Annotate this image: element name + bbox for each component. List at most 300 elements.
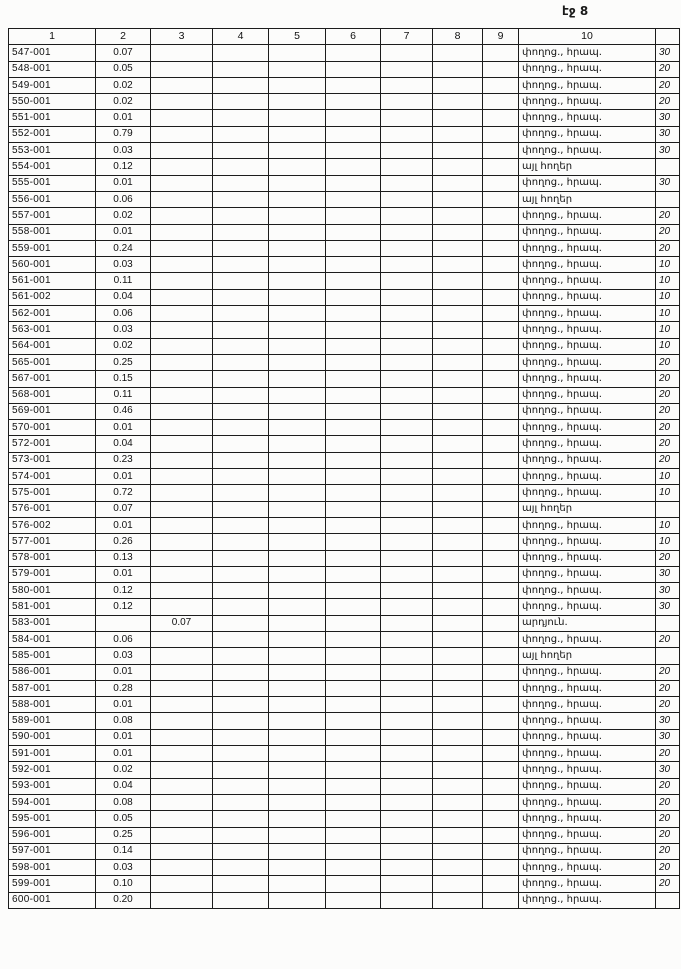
empty-cell — [213, 94, 269, 110]
empty-cell — [269, 61, 326, 77]
empty-cell — [326, 583, 381, 599]
area-value-cell: 0.15 — [96, 371, 151, 387]
land-use-label-cell: արդյուն. — [519, 615, 656, 631]
empty-cell — [483, 729, 519, 745]
empty-cell — [381, 485, 433, 501]
empty-cell — [213, 729, 269, 745]
col3-value-cell — [151, 452, 213, 468]
land-use-label-cell: փողոց., հրապ. — [519, 143, 656, 159]
empty-cell — [269, 403, 326, 419]
empty-cell — [326, 240, 381, 256]
empty-cell — [269, 762, 326, 778]
parcel-code-cell: 578-001 — [9, 550, 96, 566]
col3-value-cell — [151, 876, 213, 892]
land-use-label-cell: փողոց., հրապ. — [519, 45, 656, 61]
parcel-code-cell: 584-001 — [9, 631, 96, 647]
parcel-code-cell: 572-001 — [9, 436, 96, 452]
empty-cell — [213, 631, 269, 647]
empty-cell — [483, 583, 519, 599]
empty-cell — [381, 354, 433, 370]
empty-cell — [483, 501, 519, 517]
empty-cell — [213, 191, 269, 207]
empty-cell — [213, 322, 269, 338]
handwritten-margin-note: 20 — [656, 371, 680, 387]
empty-cell — [326, 876, 381, 892]
empty-cell — [269, 713, 326, 729]
empty-cell — [326, 648, 381, 664]
land-use-label-cell: փողոց., հրապ. — [519, 892, 656, 908]
parcel-code-cell: 593-001 — [9, 778, 96, 794]
empty-cell — [213, 452, 269, 468]
col3-value-cell — [151, 420, 213, 436]
empty-cell — [433, 110, 483, 126]
handwritten-margin-note: 20 — [656, 452, 680, 468]
empty-cell — [381, 566, 433, 582]
empty-cell — [213, 143, 269, 159]
col3-value-cell — [151, 371, 213, 387]
empty-cell — [269, 273, 326, 289]
col3-value-cell — [151, 322, 213, 338]
empty-cell — [269, 827, 326, 843]
empty-cell — [326, 485, 381, 501]
handwritten-margin-note: 20 — [656, 664, 680, 680]
empty-cell — [483, 811, 519, 827]
col3-value-cell — [151, 517, 213, 533]
handwritten-margin-note — [656, 892, 680, 908]
land-use-label-cell: փողոց., հրապ. — [519, 94, 656, 110]
parcel-code-cell: 598-001 — [9, 860, 96, 876]
empty-cell — [433, 45, 483, 61]
parcel-code-cell: 553-001 — [9, 143, 96, 159]
empty-cell — [483, 403, 519, 419]
area-value-cell: 0.03 — [96, 648, 151, 664]
empty-cell — [269, 534, 326, 550]
area-value-cell: 0.26 — [96, 534, 151, 550]
col3-value-cell — [151, 794, 213, 810]
land-use-label-cell: փողոց., հրապ. — [519, 126, 656, 142]
handwritten-margin-note — [656, 191, 680, 207]
handwritten-margin-note — [656, 648, 680, 664]
empty-cell — [433, 322, 483, 338]
empty-cell — [483, 306, 519, 322]
parcel-code-cell: 576-002 — [9, 517, 96, 533]
empty-cell — [433, 371, 483, 387]
table-row — [9, 306, 680, 322]
land-use-label-cell: այլ հողեր — [519, 159, 656, 175]
empty-cell — [381, 257, 433, 273]
empty-cell — [326, 566, 381, 582]
empty-cell — [433, 143, 483, 159]
area-value-cell: 0.12 — [96, 583, 151, 599]
empty-cell — [326, 224, 381, 240]
column-header-3: 3 — [151, 29, 213, 45]
empty-cell — [213, 501, 269, 517]
empty-cell — [326, 420, 381, 436]
empty-cell — [326, 77, 381, 93]
table-row — [9, 615, 680, 631]
handwritten-margin-note: 10 — [656, 485, 680, 501]
empty-cell — [213, 159, 269, 175]
empty-cell — [483, 436, 519, 452]
handwritten-margin-note: 30 — [656, 175, 680, 191]
empty-cell — [269, 648, 326, 664]
handwritten-margin-note: 20 — [656, 436, 680, 452]
parcel-code-cell: 561-002 — [9, 289, 96, 305]
empty-cell — [326, 892, 381, 908]
empty-cell — [326, 680, 381, 696]
land-use-label-cell: փողոց., հրապ. — [519, 697, 656, 713]
table-row — [9, 631, 680, 647]
empty-cell — [483, 550, 519, 566]
table-row — [9, 469, 680, 485]
col3-value-cell — [151, 843, 213, 859]
col3-value-cell — [151, 697, 213, 713]
area-value-cell: 0.02 — [96, 77, 151, 93]
empty-cell — [433, 338, 483, 354]
empty-cell — [433, 729, 483, 745]
handwritten-margin-note: 20 — [656, 240, 680, 256]
area-value-cell: 0.14 — [96, 843, 151, 859]
col3-value-cell — [151, 61, 213, 77]
empty-cell — [483, 452, 519, 468]
empty-cell — [326, 257, 381, 273]
empty-cell — [381, 583, 433, 599]
empty-cell — [326, 550, 381, 566]
empty-cell — [433, 876, 483, 892]
empty-cell — [483, 208, 519, 224]
parcel-code-cell: 591-001 — [9, 746, 96, 762]
empty-cell — [433, 257, 483, 273]
empty-cell — [326, 110, 381, 126]
land-use-label-cell: փողոց., հրապ. — [519, 746, 656, 762]
empty-cell — [213, 680, 269, 696]
table-row — [9, 599, 680, 615]
col3-value-cell — [151, 257, 213, 273]
handwritten-margin-note — [656, 501, 680, 517]
empty-cell — [483, 615, 519, 631]
empty-cell — [326, 746, 381, 762]
parcel-code-cell: 587-001 — [9, 680, 96, 696]
empty-cell — [381, 534, 433, 550]
col3-value-cell — [151, 762, 213, 778]
empty-cell — [326, 354, 381, 370]
empty-cell — [433, 94, 483, 110]
parcel-code-cell: 576-001 — [9, 501, 96, 517]
empty-cell — [483, 680, 519, 696]
handwritten-margin-note: 20 — [656, 354, 680, 370]
handwritten-margin-note: 20 — [656, 811, 680, 827]
empty-cell — [269, 746, 326, 762]
empty-cell — [213, 257, 269, 273]
area-value-cell: 0.01 — [96, 729, 151, 745]
empty-cell — [433, 892, 483, 908]
empty-cell — [381, 61, 433, 77]
empty-cell — [269, 224, 326, 240]
col3-value-cell — [151, 436, 213, 452]
table-row — [9, 583, 680, 599]
parcel-code-cell: 547-001 — [9, 45, 96, 61]
empty-cell — [213, 599, 269, 615]
empty-cell — [213, 648, 269, 664]
empty-cell — [269, 322, 326, 338]
col3-value-cell — [151, 77, 213, 93]
empty-cell — [381, 648, 433, 664]
land-use-label-cell: փողոց., հրապ. — [519, 631, 656, 647]
empty-cell — [483, 794, 519, 810]
empty-cell — [483, 631, 519, 647]
col3-value-cell — [151, 94, 213, 110]
land-use-label-cell: փողոց., հրապ. — [519, 827, 656, 843]
area-value-cell: 0.12 — [96, 159, 151, 175]
empty-cell — [326, 45, 381, 61]
empty-cell — [483, 273, 519, 289]
empty-cell — [213, 713, 269, 729]
empty-cell — [433, 403, 483, 419]
area-value-cell: 0.07 — [96, 45, 151, 61]
table-row — [9, 648, 680, 664]
table-row — [9, 126, 680, 142]
area-value-cell: 0.01 — [96, 469, 151, 485]
empty-cell — [483, 566, 519, 582]
land-use-label-cell: փողոց., հրապ. — [519, 485, 656, 501]
empty-cell — [381, 273, 433, 289]
empty-cell — [433, 273, 483, 289]
col3-value-cell: 0.07 — [151, 615, 213, 631]
empty-cell — [269, 469, 326, 485]
table-row — [9, 224, 680, 240]
area-value-cell: 0.01 — [96, 110, 151, 126]
empty-cell — [483, 143, 519, 159]
table-row — [9, 827, 680, 843]
parcel-code-cell: 577-001 — [9, 534, 96, 550]
empty-cell — [213, 61, 269, 77]
empty-cell — [269, 566, 326, 582]
empty-cell — [213, 175, 269, 191]
empty-cell — [433, 501, 483, 517]
empty-cell — [213, 746, 269, 762]
handwritten-margin-note: 10 — [656, 257, 680, 273]
land-use-label-cell: փողոց., հրապ. — [519, 257, 656, 273]
empty-cell — [269, 794, 326, 810]
empty-cell — [269, 126, 326, 142]
empty-cell — [326, 371, 381, 387]
empty-cell — [381, 403, 433, 419]
empty-cell — [326, 126, 381, 142]
land-use-label-cell: փողոց., հրապ. — [519, 273, 656, 289]
col3-value-cell — [151, 110, 213, 126]
empty-cell — [483, 159, 519, 175]
empty-cell — [269, 501, 326, 517]
empty-cell — [381, 713, 433, 729]
empty-cell — [483, 224, 519, 240]
empty-cell — [213, 876, 269, 892]
table-row — [9, 159, 680, 175]
table-row — [9, 273, 680, 289]
empty-cell — [483, 778, 519, 794]
empty-cell — [269, 175, 326, 191]
empty-cell — [326, 273, 381, 289]
empty-cell — [269, 77, 326, 93]
empty-cell — [326, 517, 381, 533]
empty-cell — [213, 77, 269, 93]
parcel-code-cell: 549-001 — [9, 77, 96, 93]
empty-cell — [381, 860, 433, 876]
table-row — [9, 289, 680, 305]
empty-cell — [381, 550, 433, 566]
empty-cell — [213, 420, 269, 436]
empty-cell — [213, 436, 269, 452]
parcel-code-cell: 596-001 — [9, 827, 96, 843]
parcel-code-cell: 551-001 — [9, 110, 96, 126]
parcel-code-cell: 580-001 — [9, 583, 96, 599]
land-use-label-cell: փողոց., հրապ. — [519, 240, 656, 256]
parcel-code-cell: 579-001 — [9, 566, 96, 582]
table-row — [9, 697, 680, 713]
table-row — [9, 860, 680, 876]
empty-cell — [381, 175, 433, 191]
land-use-label-cell: այլ հողեր — [519, 191, 656, 207]
land-use-label-cell: փողոց., հրապ. — [519, 860, 656, 876]
area-value-cell: 0.46 — [96, 403, 151, 419]
land-use-label-cell: փողոց., հրապ. — [519, 778, 656, 794]
area-value-cell — [96, 615, 151, 631]
empty-cell — [269, 257, 326, 273]
table-row — [9, 501, 680, 517]
land-use-label-cell: փողոց., հրապ. — [519, 208, 656, 224]
col3-value-cell — [151, 729, 213, 745]
empty-cell — [483, 485, 519, 501]
empty-cell — [433, 191, 483, 207]
land-use-label-cell: փողոց., հրապ. — [519, 77, 656, 93]
empty-cell — [269, 811, 326, 827]
empty-cell — [483, 843, 519, 859]
empty-cell — [381, 697, 433, 713]
table-row — [9, 94, 680, 110]
parcel-code-cell: 563-001 — [9, 322, 96, 338]
empty-cell — [269, 94, 326, 110]
area-value-cell: 0.01 — [96, 697, 151, 713]
area-value-cell: 0.12 — [96, 599, 151, 615]
empty-cell — [381, 762, 433, 778]
table-row — [9, 550, 680, 566]
empty-cell — [433, 175, 483, 191]
parcel-code-cell: 548-001 — [9, 61, 96, 77]
column-header-9: 9 — [483, 29, 519, 45]
empty-cell — [269, 354, 326, 370]
column-header-7: 7 — [381, 29, 433, 45]
land-use-label-cell: փողոց., հրապ. — [519, 550, 656, 566]
empty-cell — [483, 77, 519, 93]
empty-cell — [433, 811, 483, 827]
page-number-label: էջ 8 — [562, 4, 589, 18]
land-use-label-cell: փողոց., հրապ. — [519, 843, 656, 859]
area-value-cell: 0.04 — [96, 436, 151, 452]
land-use-label-cell: փողոց., հրապ. — [519, 387, 656, 403]
empty-cell — [213, 811, 269, 827]
empty-cell — [381, 420, 433, 436]
empty-cell — [433, 534, 483, 550]
empty-cell — [269, 615, 326, 631]
empty-cell — [381, 876, 433, 892]
empty-cell — [269, 729, 326, 745]
empty-cell — [381, 126, 433, 142]
empty-cell — [381, 794, 433, 810]
area-value-cell: 0.79 — [96, 126, 151, 142]
land-use-label-cell: փողոց., հրապ. — [519, 175, 656, 191]
empty-cell — [213, 371, 269, 387]
empty-cell — [213, 860, 269, 876]
empty-cell — [269, 143, 326, 159]
parcel-code-cell: 570-001 — [9, 420, 96, 436]
empty-cell — [326, 827, 381, 843]
empty-cell — [483, 338, 519, 354]
empty-cell — [326, 811, 381, 827]
handwritten-margin-note: 30 — [656, 566, 680, 582]
empty-cell — [483, 746, 519, 762]
empty-cell — [433, 843, 483, 859]
area-value-cell: 0.02 — [96, 94, 151, 110]
area-value-cell: 0.08 — [96, 713, 151, 729]
empty-cell — [326, 61, 381, 77]
empty-cell — [433, 469, 483, 485]
empty-cell — [433, 240, 483, 256]
empty-cell — [326, 501, 381, 517]
empty-cell — [213, 517, 269, 533]
empty-cell — [433, 631, 483, 647]
area-value-cell: 0.01 — [96, 664, 151, 680]
empty-cell — [213, 566, 269, 582]
empty-cell — [381, 110, 433, 126]
empty-cell — [326, 664, 381, 680]
land-use-label-cell: փողոց., հրապ. — [519, 876, 656, 892]
col3-value-cell — [151, 485, 213, 501]
empty-cell — [483, 354, 519, 370]
empty-cell — [381, 827, 433, 843]
parcel-code-cell: 574-001 — [9, 469, 96, 485]
empty-cell — [213, 794, 269, 810]
empty-cell — [381, 240, 433, 256]
handwritten-margin-note: 30 — [656, 729, 680, 745]
empty-cell — [326, 306, 381, 322]
empty-cell — [213, 534, 269, 550]
col3-value-cell — [151, 566, 213, 582]
land-use-label-cell: փողոց., հրապ. — [519, 322, 656, 338]
empty-cell — [381, 322, 433, 338]
area-value-cell: 0.05 — [96, 61, 151, 77]
handwritten-margin-note: 10 — [656, 338, 680, 354]
empty-cell — [433, 762, 483, 778]
empty-cell — [326, 208, 381, 224]
empty-cell — [269, 289, 326, 305]
empty-cell — [483, 191, 519, 207]
land-use-label-cell: փողոց., հրապ. — [519, 110, 656, 126]
land-use-label-cell: փողոց., հրապ. — [519, 713, 656, 729]
land-use-label-cell: փողոց., հրապ. — [519, 403, 656, 419]
area-value-cell: 0.07 — [96, 501, 151, 517]
parcel-code-cell: 565-001 — [9, 354, 96, 370]
col3-value-cell — [151, 534, 213, 550]
col3-value-cell — [151, 224, 213, 240]
empty-cell — [269, 860, 326, 876]
empty-cell — [483, 371, 519, 387]
handwritten-margin-note: 20 — [656, 94, 680, 110]
table-row — [9, 143, 680, 159]
empty-cell — [381, 615, 433, 631]
col3-value-cell — [151, 680, 213, 696]
empty-cell — [433, 517, 483, 533]
parcel-code-cell: 569-001 — [9, 403, 96, 419]
handwritten-margin-note: 20 — [656, 208, 680, 224]
